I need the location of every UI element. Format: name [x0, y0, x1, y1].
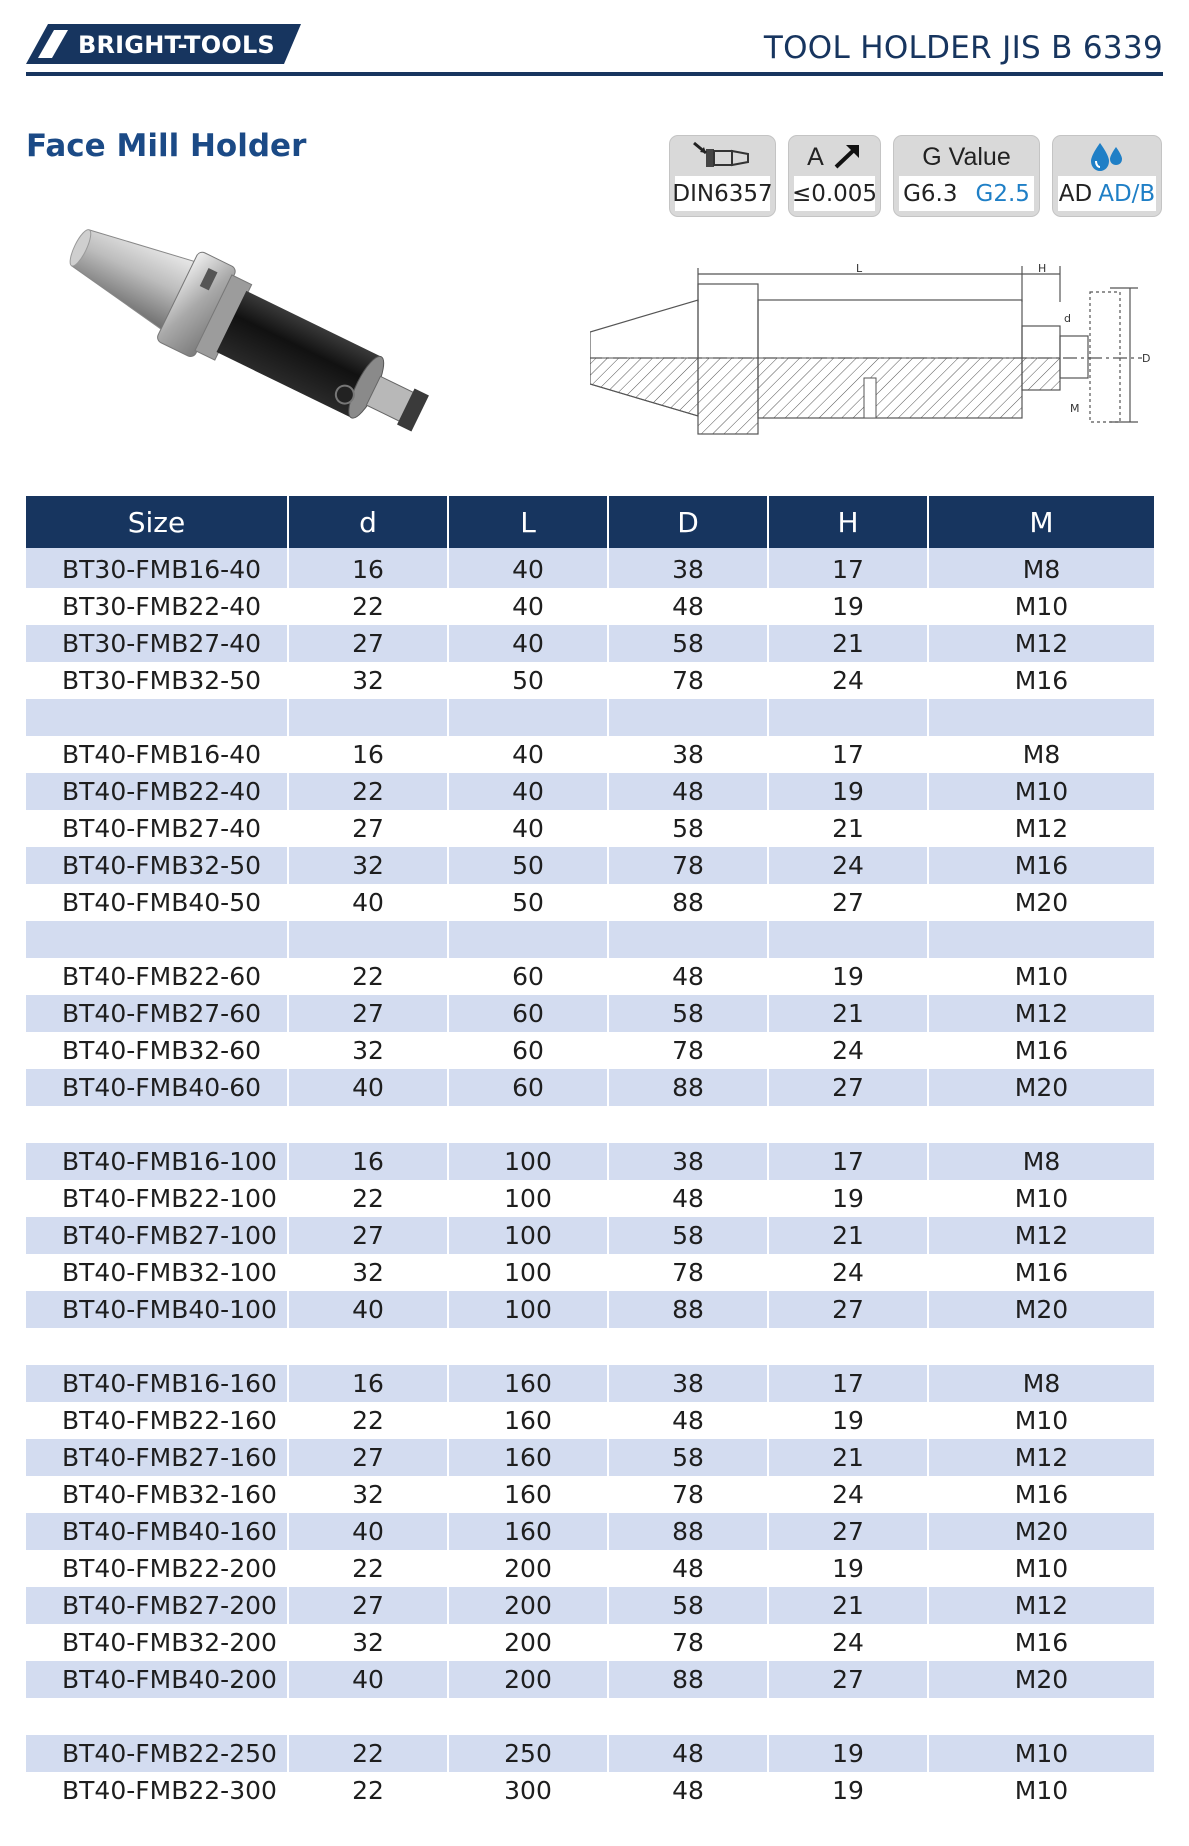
- product-photo: [48, 205, 468, 475]
- cell-H: 27: [768, 1513, 928, 1550]
- cell-L: 160: [448, 1365, 608, 1402]
- cell-M: M10: [928, 773, 1154, 810]
- cell-d: 16: [288, 548, 448, 588]
- cell-M: [928, 1698, 1154, 1735]
- cell-size: BT40-FMB32-50: [26, 847, 288, 884]
- cell-H: 21: [768, 1217, 928, 1254]
- cell-M: M20: [928, 1291, 1154, 1328]
- cell-D: 78: [608, 847, 768, 884]
- column-header-H: H: [768, 496, 928, 548]
- cell-d: 40: [288, 1291, 448, 1328]
- cell-H: 27: [768, 884, 928, 921]
- cell-L: 40: [448, 736, 608, 773]
- cell-size: BT40-FMB16-40: [26, 736, 288, 773]
- cell-D: [608, 1106, 768, 1143]
- cell-d: 32: [288, 662, 448, 699]
- brand-name: BRIGHT-TOOLS: [78, 31, 275, 59]
- cell-M: M8: [1022, 740, 1061, 769]
- cell-D: 58: [608, 810, 768, 847]
- cell-D: 48: [608, 1550, 768, 1587]
- cell-H: 17: [768, 1365, 928, 1402]
- cell-D: 58: [608, 1217, 768, 1254]
- cell-L: 160: [448, 1476, 608, 1513]
- cell-H: [768, 1328, 928, 1365]
- cell-size: BT40-FMB40-50: [26, 884, 288, 921]
- cell-size: [26, 1698, 288, 1735]
- cell-L: 200: [448, 1587, 608, 1624]
- table-row: [26, 847, 1154, 884]
- table-row: [26, 1439, 1154, 1476]
- cell-L: 200: [448, 1624, 608, 1661]
- cell-size: BT40-FMB40-100: [26, 1291, 288, 1328]
- table-row: [26, 1365, 1154, 1402]
- cell-M: M10: [1014, 592, 1069, 621]
- spacer-row: [26, 921, 1154, 958]
- cell-D: 78: [608, 662, 768, 699]
- cell-M: M16: [1014, 1036, 1069, 1065]
- table-row: [26, 1476, 1154, 1513]
- cell-d: 40: [288, 1069, 448, 1106]
- cell-H: 27: [768, 1661, 928, 1698]
- cell-H: 27: [768, 1291, 928, 1328]
- cell-H: 19: [768, 1735, 928, 1772]
- balance-value-standard: G6.3: [903, 180, 958, 207]
- coolant-value-optional: AD/B: [1098, 180, 1156, 207]
- cell-D: 58: [608, 625, 768, 662]
- cell-d: 22: [288, 1550, 448, 1587]
- cell-H: 24: [768, 1254, 928, 1291]
- cell-D: 48: [608, 958, 768, 995]
- table-row: [26, 625, 1154, 662]
- cell-H: 24: [768, 662, 928, 699]
- cell-size: [26, 921, 288, 958]
- cell-D: 78: [608, 1032, 768, 1069]
- cell-d: 22: [288, 773, 448, 810]
- cell-size: [26, 1328, 288, 1365]
- cell-d: [288, 1698, 448, 1735]
- table-row: [26, 1735, 1154, 1772]
- column-header-D: D: [608, 496, 768, 548]
- cell-D: 38: [608, 736, 768, 773]
- cell-size: BT40-FMB40-160: [26, 1513, 288, 1550]
- cell-M: M12: [928, 1217, 1154, 1254]
- cell-d: 27: [288, 995, 448, 1032]
- cell-M: [928, 1106, 1154, 1143]
- table-row: [26, 1661, 1154, 1698]
- column-header-L: L: [448, 496, 608, 548]
- technical-drawing: [590, 262, 1150, 462]
- cell-H: 17: [768, 1143, 928, 1180]
- table-row: [26, 773, 1154, 810]
- cell-d: 40: [288, 884, 448, 921]
- cell-d: 40: [288, 1661, 448, 1698]
- cell-H: 19: [768, 1550, 928, 1587]
- din-badge: [669, 135, 776, 217]
- cell-size: BT40-FMB27-200: [26, 1587, 288, 1624]
- cell-D: [608, 699, 768, 736]
- dim-label-D: D: [1142, 352, 1150, 365]
- cell-M: M16: [1014, 666, 1069, 695]
- cell-L: 200: [448, 1550, 608, 1587]
- cell-M: M10: [1014, 1406, 1069, 1435]
- cell-M: M10: [1014, 1184, 1069, 1213]
- cell-d: [288, 699, 448, 736]
- table-row: [26, 995, 1154, 1032]
- table-row: [26, 736, 1154, 773]
- cell-d: 27: [288, 1587, 448, 1624]
- tool-holder-icon: [692, 141, 754, 173]
- cell-d: [288, 1328, 448, 1365]
- table-row: [26, 1032, 1154, 1069]
- cell-M: M8: [928, 1365, 1154, 1402]
- table-row: [26, 810, 1154, 847]
- table-row: [26, 662, 1154, 699]
- cell-L: 200: [448, 1661, 608, 1698]
- cell-H: [768, 699, 928, 736]
- cell-D: 88: [608, 884, 768, 921]
- table-row: [26, 958, 1154, 995]
- table-row: [26, 1550, 1154, 1587]
- cell-D: 58: [608, 1439, 768, 1476]
- spacer-row: [26, 1328, 1154, 1365]
- cell-L: 160: [448, 1513, 608, 1550]
- cell-M: M10: [1014, 1554, 1069, 1583]
- cell-L: [448, 1328, 608, 1365]
- balance-label: G Value: [922, 142, 1011, 171]
- cell-d: 27: [288, 810, 448, 847]
- cell-D: 58: [608, 995, 768, 1032]
- cell-H: 19: [768, 958, 928, 995]
- cell-L: 40: [448, 625, 608, 662]
- cell-L: [448, 1106, 608, 1143]
- cell-d: 22: [288, 1735, 448, 1772]
- cell-M: M10: [928, 1735, 1154, 1772]
- table-row: [26, 588, 1154, 625]
- cell-H: 19: [768, 773, 928, 810]
- cell-L: 40: [448, 588, 608, 625]
- accuracy-value: ≤0.005: [791, 180, 878, 207]
- cell-L: 50: [448, 884, 608, 921]
- cell-D: 38: [608, 1143, 768, 1180]
- table-row: [26, 1254, 1154, 1291]
- cell-H: 19: [768, 1180, 928, 1217]
- cell-d: 27: [288, 1439, 448, 1476]
- cell-L: 50: [448, 847, 608, 884]
- cell-size: BT40-FMB22-300: [26, 1772, 288, 1809]
- column-header-d: d: [288, 496, 448, 548]
- table-row: [26, 1513, 1154, 1550]
- cell-M: M12: [928, 625, 1154, 662]
- cell-D: 38: [608, 1365, 768, 1402]
- cell-size: [26, 1106, 288, 1143]
- table-row: [26, 1143, 1154, 1180]
- dim-label-H: H: [1038, 262, 1047, 275]
- cell-L: [448, 921, 608, 958]
- table-row: [26, 1069, 1154, 1106]
- cell-d: 27: [288, 625, 448, 662]
- spacer-row: [26, 699, 1154, 736]
- cell-D: 88: [608, 1069, 768, 1106]
- column-header-size: Size: [26, 496, 288, 548]
- cell-L: 60: [448, 958, 608, 995]
- cell-M: M10: [1014, 1776, 1069, 1805]
- cell-size: BT40-FMB32-60: [26, 1032, 288, 1069]
- cell-d: [288, 921, 448, 958]
- cell-size: BT40-FMB40-60: [26, 1069, 288, 1106]
- specification-table: [26, 496, 1154, 1809]
- cell-H: 19: [768, 1402, 928, 1439]
- table-row: [26, 1772, 1154, 1809]
- cell-H: 21: [768, 625, 928, 662]
- cell-D: [608, 921, 768, 958]
- table-row: [26, 1624, 1154, 1661]
- cell-size: BT40-FMB22-250: [26, 1735, 288, 1772]
- cell-D: 88: [608, 1291, 768, 1328]
- cell-size: BT40-FMB32-200: [26, 1624, 288, 1661]
- dim-label-d: d: [1064, 312, 1071, 325]
- cell-size: BT40-FMB32-160: [26, 1476, 288, 1513]
- cell-size: BT30-FMB27-40: [26, 625, 288, 662]
- cell-L: 250: [448, 1735, 608, 1772]
- cell-size: BT30-FMB32-50: [26, 662, 288, 699]
- cell-L: 100: [448, 1254, 608, 1291]
- cell-size: BT40-FMB40-200: [26, 1661, 288, 1698]
- cell-d: 16: [288, 1143, 448, 1180]
- cell-d: 16: [288, 736, 448, 773]
- cell-d: 22: [288, 1180, 448, 1217]
- table-row: [26, 1291, 1154, 1328]
- cell-M: M16: [928, 847, 1154, 884]
- cell-M: [928, 1328, 1154, 1365]
- dim-label-L: L: [856, 262, 863, 275]
- balance-value-optional: G2.5: [975, 180, 1030, 207]
- cell-D: 48: [608, 1180, 768, 1217]
- accuracy-badge: [788, 135, 881, 217]
- cell-d: [288, 1106, 448, 1143]
- cell-size: BT30-FMB16-40: [26, 548, 288, 588]
- document-title: TOOL HOLDER JIS B 6339: [763, 30, 1163, 66]
- cell-D: 48: [608, 1772, 768, 1809]
- cell-L: 60: [448, 1069, 608, 1106]
- header-divider: [26, 72, 1163, 76]
- cell-d: 16: [288, 1365, 448, 1402]
- cell-M: M8: [928, 548, 1154, 588]
- cell-H: 19: [768, 588, 928, 625]
- table-row: [26, 1402, 1154, 1439]
- cell-M: M12: [1014, 814, 1069, 843]
- cell-H: [768, 1698, 928, 1735]
- table-row: [26, 548, 1154, 588]
- cell-size: BT40-FMB16-160: [26, 1365, 288, 1402]
- cell-M: [928, 699, 1154, 736]
- cell-d: 32: [288, 1032, 448, 1069]
- cell-size: BT40-FMB27-160: [26, 1439, 288, 1476]
- spacer-row: [26, 1698, 1154, 1735]
- cell-size: BT40-FMB22-60: [26, 958, 288, 995]
- cell-D: 48: [608, 773, 768, 810]
- cell-size: [26, 699, 288, 736]
- cell-size: BT40-FMB27-100: [26, 1217, 288, 1254]
- cell-M: M16: [1014, 1258, 1069, 1287]
- cell-d: 32: [288, 1476, 448, 1513]
- cell-L: 160: [448, 1439, 608, 1476]
- cell-D: 48: [608, 1735, 768, 1772]
- cell-H: 24: [768, 1624, 928, 1661]
- cell-D: [608, 1328, 768, 1365]
- cell-L: 40: [448, 548, 608, 588]
- din-value: DIN6357: [672, 180, 773, 207]
- cell-size: BT40-FMB22-40: [26, 773, 288, 810]
- cell-M: M12: [928, 1587, 1154, 1624]
- cell-L: [448, 1698, 608, 1735]
- cell-M: M16: [1014, 1628, 1069, 1657]
- cell-M: M20: [928, 1661, 1154, 1698]
- cell-M: [928, 921, 1154, 958]
- cell-H: [768, 921, 928, 958]
- cell-size: BT40-FMB27-40: [26, 810, 288, 847]
- table-header-row: [26, 496, 1154, 548]
- column-header-M: M: [928, 496, 1154, 548]
- coolant-value-standard: AD: [1058, 180, 1093, 207]
- cell-D: 48: [608, 1402, 768, 1439]
- cell-M: M20: [1014, 888, 1069, 917]
- cell-M: M16: [1014, 1480, 1069, 1509]
- cell-H: 21: [768, 1587, 928, 1624]
- cell-d: 32: [288, 847, 448, 884]
- cell-H: 24: [768, 1476, 928, 1513]
- table-row: [26, 884, 1154, 921]
- cell-L: 40: [448, 810, 608, 847]
- coolant-badge: [1052, 135, 1162, 217]
- table-row: [26, 1180, 1154, 1217]
- spacer-row: [26, 1106, 1154, 1143]
- cell-H: 24: [768, 1032, 928, 1069]
- cell-M: M10: [1014, 962, 1069, 991]
- coolant-drops-icon: [1087, 141, 1127, 173]
- cell-L: 60: [448, 995, 608, 1032]
- cell-L: 100: [448, 1291, 608, 1328]
- cell-size: BT40-FMB22-100: [26, 1180, 288, 1217]
- cell-M: M12: [928, 995, 1154, 1032]
- cell-size: BT40-FMB27-60: [26, 995, 288, 1032]
- cell-H: 17: [768, 548, 928, 588]
- cell-H: 21: [768, 1439, 928, 1476]
- balance-badge: [893, 135, 1040, 217]
- cell-L: [448, 699, 608, 736]
- cell-L: 60: [448, 1032, 608, 1069]
- cell-H: 17: [768, 736, 928, 773]
- cell-D: 88: [608, 1513, 768, 1550]
- cell-d: 32: [288, 1624, 448, 1661]
- product-title: Face Mill Holder: [26, 128, 307, 164]
- brand-logo: [26, 24, 301, 64]
- cell-d: 32: [288, 1254, 448, 1291]
- dim-label-M: M: [1070, 402, 1080, 415]
- cell-d: 22: [288, 1402, 448, 1439]
- cell-D: 58: [608, 1587, 768, 1624]
- cell-D: 78: [608, 1476, 768, 1513]
- accuracy-label: A: [807, 142, 824, 171]
- cell-D: 78: [608, 1624, 768, 1661]
- cell-D: 78: [608, 1254, 768, 1291]
- runout-arrow-icon: [832, 144, 862, 170]
- cell-D: 38: [608, 548, 768, 588]
- cell-L: 160: [448, 1402, 608, 1439]
- cell-d: 22: [288, 958, 448, 995]
- cell-L: 100: [448, 1217, 608, 1254]
- cell-d: 22: [288, 588, 448, 625]
- cell-d: 27: [288, 1217, 448, 1254]
- cell-H: [768, 1106, 928, 1143]
- cell-H: 19: [768, 1772, 928, 1809]
- cell-H: 21: [768, 810, 928, 847]
- cell-size: BT40-FMB22-200: [26, 1550, 288, 1587]
- table-row: [26, 1217, 1154, 1254]
- cell-D: 48: [608, 588, 768, 625]
- cell-size: BT40-FMB16-100: [26, 1143, 288, 1180]
- cell-size: BT30-FMB22-40: [26, 588, 288, 625]
- cell-L: 100: [448, 1180, 608, 1217]
- table-row: [26, 1587, 1154, 1624]
- cell-H: 21: [768, 995, 928, 1032]
- cell-d: 40: [288, 1513, 448, 1550]
- cell-L: 100: [448, 1143, 608, 1180]
- cell-L: 50: [448, 662, 608, 699]
- cell-L: 40: [448, 773, 608, 810]
- cell-size: BT40-FMB22-160: [26, 1402, 288, 1439]
- cell-M: M8: [928, 1143, 1154, 1180]
- cell-M: M12: [928, 1439, 1154, 1476]
- cell-M: M20: [928, 1069, 1154, 1106]
- cell-D: [608, 1698, 768, 1735]
- cell-size: BT40-FMB32-100: [26, 1254, 288, 1291]
- cell-d: 22: [288, 1772, 448, 1809]
- cell-H: 24: [768, 847, 928, 884]
- cell-L: 300: [448, 1772, 608, 1809]
- cell-M: M20: [928, 1513, 1154, 1550]
- cell-H: 27: [768, 1069, 928, 1106]
- cell-D: 88: [608, 1661, 768, 1698]
